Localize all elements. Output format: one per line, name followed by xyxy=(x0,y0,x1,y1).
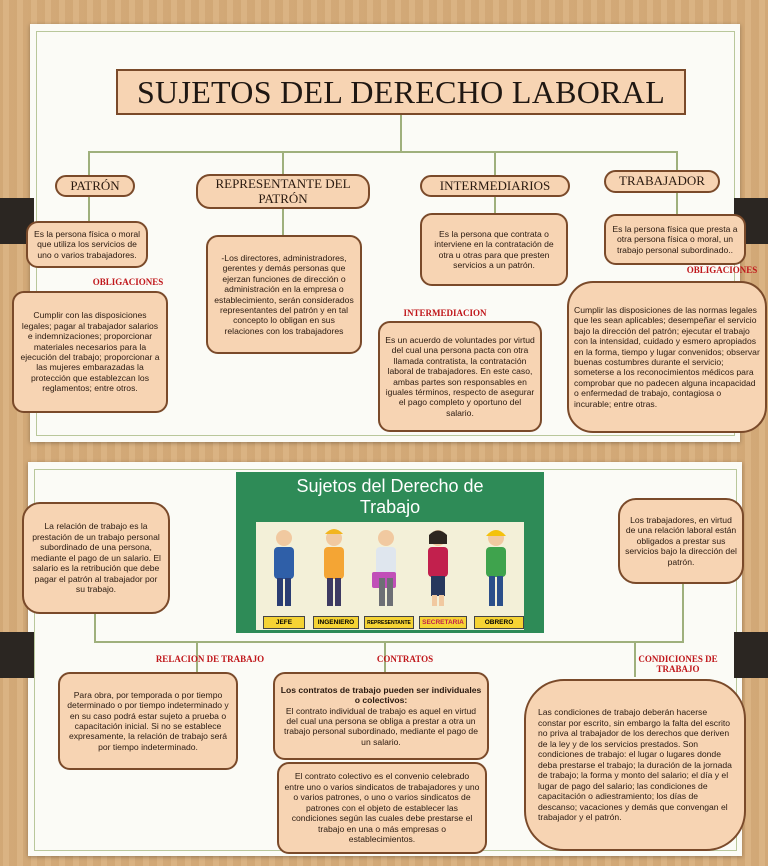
secretaria-figure xyxy=(428,530,448,606)
page-title: SUJETOS DEL DERECHO LABORAL xyxy=(116,69,686,115)
relacion-text: Para obra, por temporada o por tiempo determinado o por tiempo indeterminado y en su caso podrá estar sujeto a prueba o capacitación inicial. Si no se establece expresamente, la relación de trabajo será por tiempo indeterminado. xyxy=(58,672,238,770)
label-jefe: JEFE xyxy=(263,616,305,629)
intermediarios-label: INTERMEDIARIOS xyxy=(420,175,570,197)
contratos-heading: Los contratos de trabajo pueden ser individuales o colectivos: xyxy=(280,684,482,706)
label-ingeniero: INGENIERO xyxy=(313,616,359,629)
condiciones-text: Las condiciones de trabajo deberán hacerse constar por escrito, sin embargo la falta del escrito no priva al trabajador de los derechos que deriven de la ley y de los servicios prestados. Son condiciones de trabajo: el lugar o lugares donde deba prestarse el trabajo; la duración de la jornada de trabajo; la forma y monto del salario; el día y el lugar de pago del salario; las condiciones de capacitación o adiestramiento; los días de descanso; vacaciones y demás que convengan el trabajador y el patrón. xyxy=(524,679,746,851)
connector xyxy=(676,192,678,216)
illustration-title: Sujetos del Derecho de Trabajo xyxy=(296,476,484,517)
connector xyxy=(400,115,402,152)
connector xyxy=(682,584,684,642)
connector xyxy=(88,151,678,153)
label-obrero: OBRERO xyxy=(474,616,524,629)
label-representante: REPRESENTANTE xyxy=(364,616,414,629)
relacion-summary: La relación de trabajo es la prestación de un trabajo personal subordinado de una persona, mediante el pago de un salario. El salario es la retribución que debe pagar el patrón al trabajador por su trabajo. xyxy=(22,502,170,614)
trabajador-description: Es la persona física que presta a otra persona física o moral, un trabajo personal subordinado.. xyxy=(604,214,746,265)
contrato-colectivo-text: El contrato colectivo es el convenio celebrado entre uno o varios sindicatos de trabajadores y uno o varios patrones, o uno o varios sindicatos de patrones con el objeto de establecer las condiciones según las cuales debe prestarse el trabajo en una o más empresas o establecimientos. xyxy=(277,762,487,854)
intermediarios-description: Es la persona que contrata o interviene en la contratación de otra u otras para que presten servicios a un patrón. xyxy=(420,213,568,286)
patron-obligations-label: OBLIGACIONES xyxy=(92,277,164,287)
connector xyxy=(282,151,284,175)
label-secretaria: SECRETARIA xyxy=(419,616,467,629)
jefe-figure xyxy=(274,530,294,606)
patron-label: PATRÓN xyxy=(55,175,135,197)
trabajador-obligations: Cumplir las disposiciones de las normas legales que les sean aplicables; desempeñar el servicio bajo la dirección del patrón; ejecutar el trabajo con la intensidad, cuidado y esmero apropiados en la forma, tiempo y lugar convenidos; observar buenas costumbres durante el servicio; someterse a los reconocimientos médicos para comprobar que no padecen alguna incapacidad o enfermedad de trabajo, contagiosa o incurable; entre otras. xyxy=(567,281,767,433)
representante-figure xyxy=(372,530,396,606)
connector xyxy=(494,151,496,175)
trabajadores-summary: Los trabajadores, en virtud de una relación laboral están obligados a prestar sus servicios bajo la dirección del patrón. xyxy=(618,498,744,584)
connector xyxy=(676,151,678,171)
binder-tab-right-bottom xyxy=(734,632,768,678)
intermediation-text: Es un acuerdo de voluntades por virtud del cual una persona pacta con otra llamada contratista, la contratación laboral de trabajadores. En este caso, ambas partes son responsables en iguales términos, respecto de asegurar el pago completo y oportuno del salario. xyxy=(378,321,542,432)
patron-obligations: Cumplir con las disposiciones legales; pagar al trabajador salarios e indemnizaciones; proporcionar materiales necesarios para la ejecución del trabajo; proporcionar a las mujeres embarazadas la protección que establezcan los reglamentos; entre otros. xyxy=(12,291,168,413)
connector xyxy=(94,641,684,643)
connector xyxy=(88,151,90,175)
obrero-figure xyxy=(486,530,506,606)
workers-figures xyxy=(236,472,544,633)
contratos-individual xyxy=(273,672,489,760)
trabajador-label: TRABAJADOR xyxy=(604,170,720,193)
representante-description: -Los directores, administradores, gerentes y demás personas que ejerzan funciones de dirección o administración en la empresa o establecimiento, serán considerados representantes del patrón y en tal concepto lo obligan en sus relaciones con los trabajadores xyxy=(206,235,362,354)
ingeniero-figure xyxy=(324,529,344,606)
connector xyxy=(494,196,496,214)
contrato-individual-text: El contrato individual de trabajo es aquel en virtud del cual una persona se obliga a prestar a otra un trabajo personal subordinado, mediante el pago de un salario. xyxy=(284,705,478,747)
condiciones-label: CONDICIONES DE TRABAJO xyxy=(638,654,718,674)
sujetos-illustration xyxy=(236,472,544,633)
contratos-label: CONTRATOS xyxy=(376,654,434,664)
binder-tab-left-bottom xyxy=(0,632,34,678)
intermediation-label: INTERMEDIACION xyxy=(403,308,487,318)
representante-label: REPRESENTANTE DEL PATRÓN xyxy=(196,174,370,209)
relacion-label: RELACION DE TRABAJO xyxy=(155,654,265,664)
connector xyxy=(94,612,96,642)
patron-description: Es la persona física o moral que utiliza los servicios de uno o varios trabajadores. xyxy=(26,221,148,268)
trabajador-obligations-label: OBLIGACIONES xyxy=(686,265,758,275)
connector xyxy=(282,208,284,236)
connector xyxy=(88,196,90,222)
